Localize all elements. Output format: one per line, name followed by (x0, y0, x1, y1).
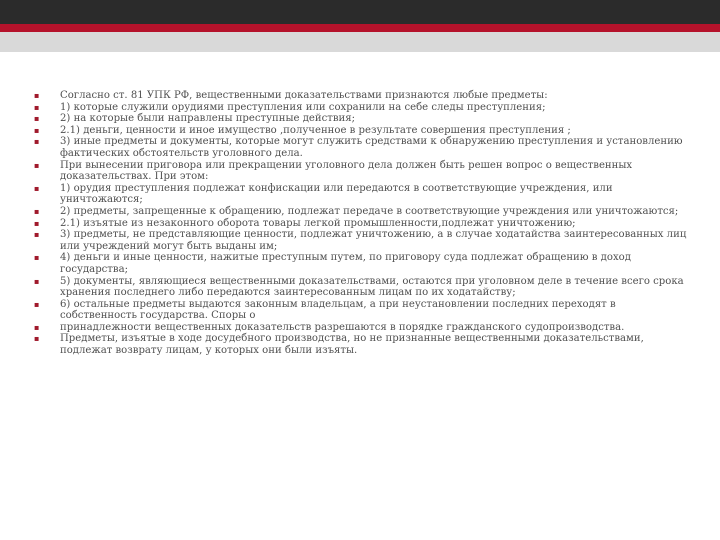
list-item-text: 3) иные предметы и документы, которые могут служить средствами к обнаружению преступления и установлению фактических обстоятельств уголовного дела. (60, 136, 683, 159)
list-item (34, 333, 694, 356)
list-item-text: Согласно ст. 81 УПК РФ, вещественными доказательствами признаются любые предметы: (60, 90, 548, 101)
list-item-text: принадлежности вещественных доказательств разрешаются в порядке гражданского судопроизводства. (60, 321, 625, 333)
bullet-icon: ▪ (34, 334, 40, 344)
bullet-icon: ▪ (34, 230, 40, 240)
list-item-text: 5) документы, являющиеся вещественными доказательствами, остаются при уголовном деле в течение всего срока хранения последнего либо передаются заинтересованным лицам по их ходатайству; (60, 275, 684, 299)
list-item-text: 2) предметы, запрещенные к обращению, подлежат передаче в соответствующие учреждения или уничтожаются; (60, 205, 679, 217)
list-item-text: 1) орудия преступления подлежат конфискации или передаются в соответствующие учреждения, или уничтожаются; (60, 182, 613, 206)
list-item (34, 125, 694, 137)
list-item-text: 4) деньги и иные ценности, нажитые преступным путем, по приговору суда подлежат обращению в доход государства; (60, 252, 631, 275)
list-item (34, 206, 694, 218)
list-item-text: 3) предметы, не представляющие ценности, подлежат уничтожению, а в случае ходатайства заинтересованных лиц или учреждений могут быть выданы им; (60, 229, 687, 252)
list-item (34, 276, 694, 299)
list-item (34, 102, 694, 114)
bullet-icon: ▪ (34, 91, 40, 100)
bullet-icon: ▪ (34, 253, 40, 263)
list-item-text: 6) остальные предметы выдаются законным владельцам, а при неустановлении последних переходят в собственность государства. Споры о (60, 298, 616, 322)
list-item (34, 322, 694, 334)
list-item-text: 1) которые служили орудиями преступления или сохранили на себе следы преступления; (60, 101, 546, 113)
list-item (34, 90, 694, 102)
list-item (34, 183, 694, 206)
list-item (34, 252, 694, 275)
bullet-icon: ▪ (34, 276, 40, 286)
list-item-text: 2.1) деньги, ценности и иное имущество ,полученное в результате совершения преступления ; (60, 124, 571, 136)
header-dark-bar (0, 0, 720, 24)
bullet-icon: ▪ (34, 125, 40, 135)
bullet-icon: ▪ (34, 160, 40, 170)
bullet-icon: ▪ (34, 183, 40, 193)
bullet-icon: ▪ (34, 218, 40, 228)
list-item (34, 218, 694, 230)
bullet-icon: ▪ (34, 322, 40, 332)
bullet-list (34, 90, 694, 357)
bullet-icon: ▪ (34, 114, 40, 124)
bullet-icon: ▪ (34, 206, 40, 216)
list-item-text: Предметы, изъятые в ходе досудебного производства, но не признанные вещественными доказательствами, подлежат возврату лицам, у которых они были изъяты. (60, 333, 644, 357)
header-grey-bar (0, 32, 720, 52)
list-item-text: При вынесении приговора или прекращении уголовного дела должен быть решен вопрос о вещественных доказательствах. При этом: (60, 159, 633, 183)
bullet-icon: ▪ (34, 299, 40, 309)
bullet-icon: ▪ (34, 137, 40, 147)
bullet-icon: ▪ (34, 102, 40, 112)
list-item (34, 113, 694, 125)
list-item (34, 160, 694, 183)
list-item (34, 229, 694, 252)
header-accent-line (0, 24, 720, 32)
list-item-text: 2.1) изъятые из незаконного оборота товары легкой промышленности,подлежат уничтожению; (60, 217, 576, 229)
list-item (34, 299, 694, 322)
list-item-text: 2) на которые были направлены преступные действия; (60, 113, 356, 125)
list-item (34, 136, 694, 159)
